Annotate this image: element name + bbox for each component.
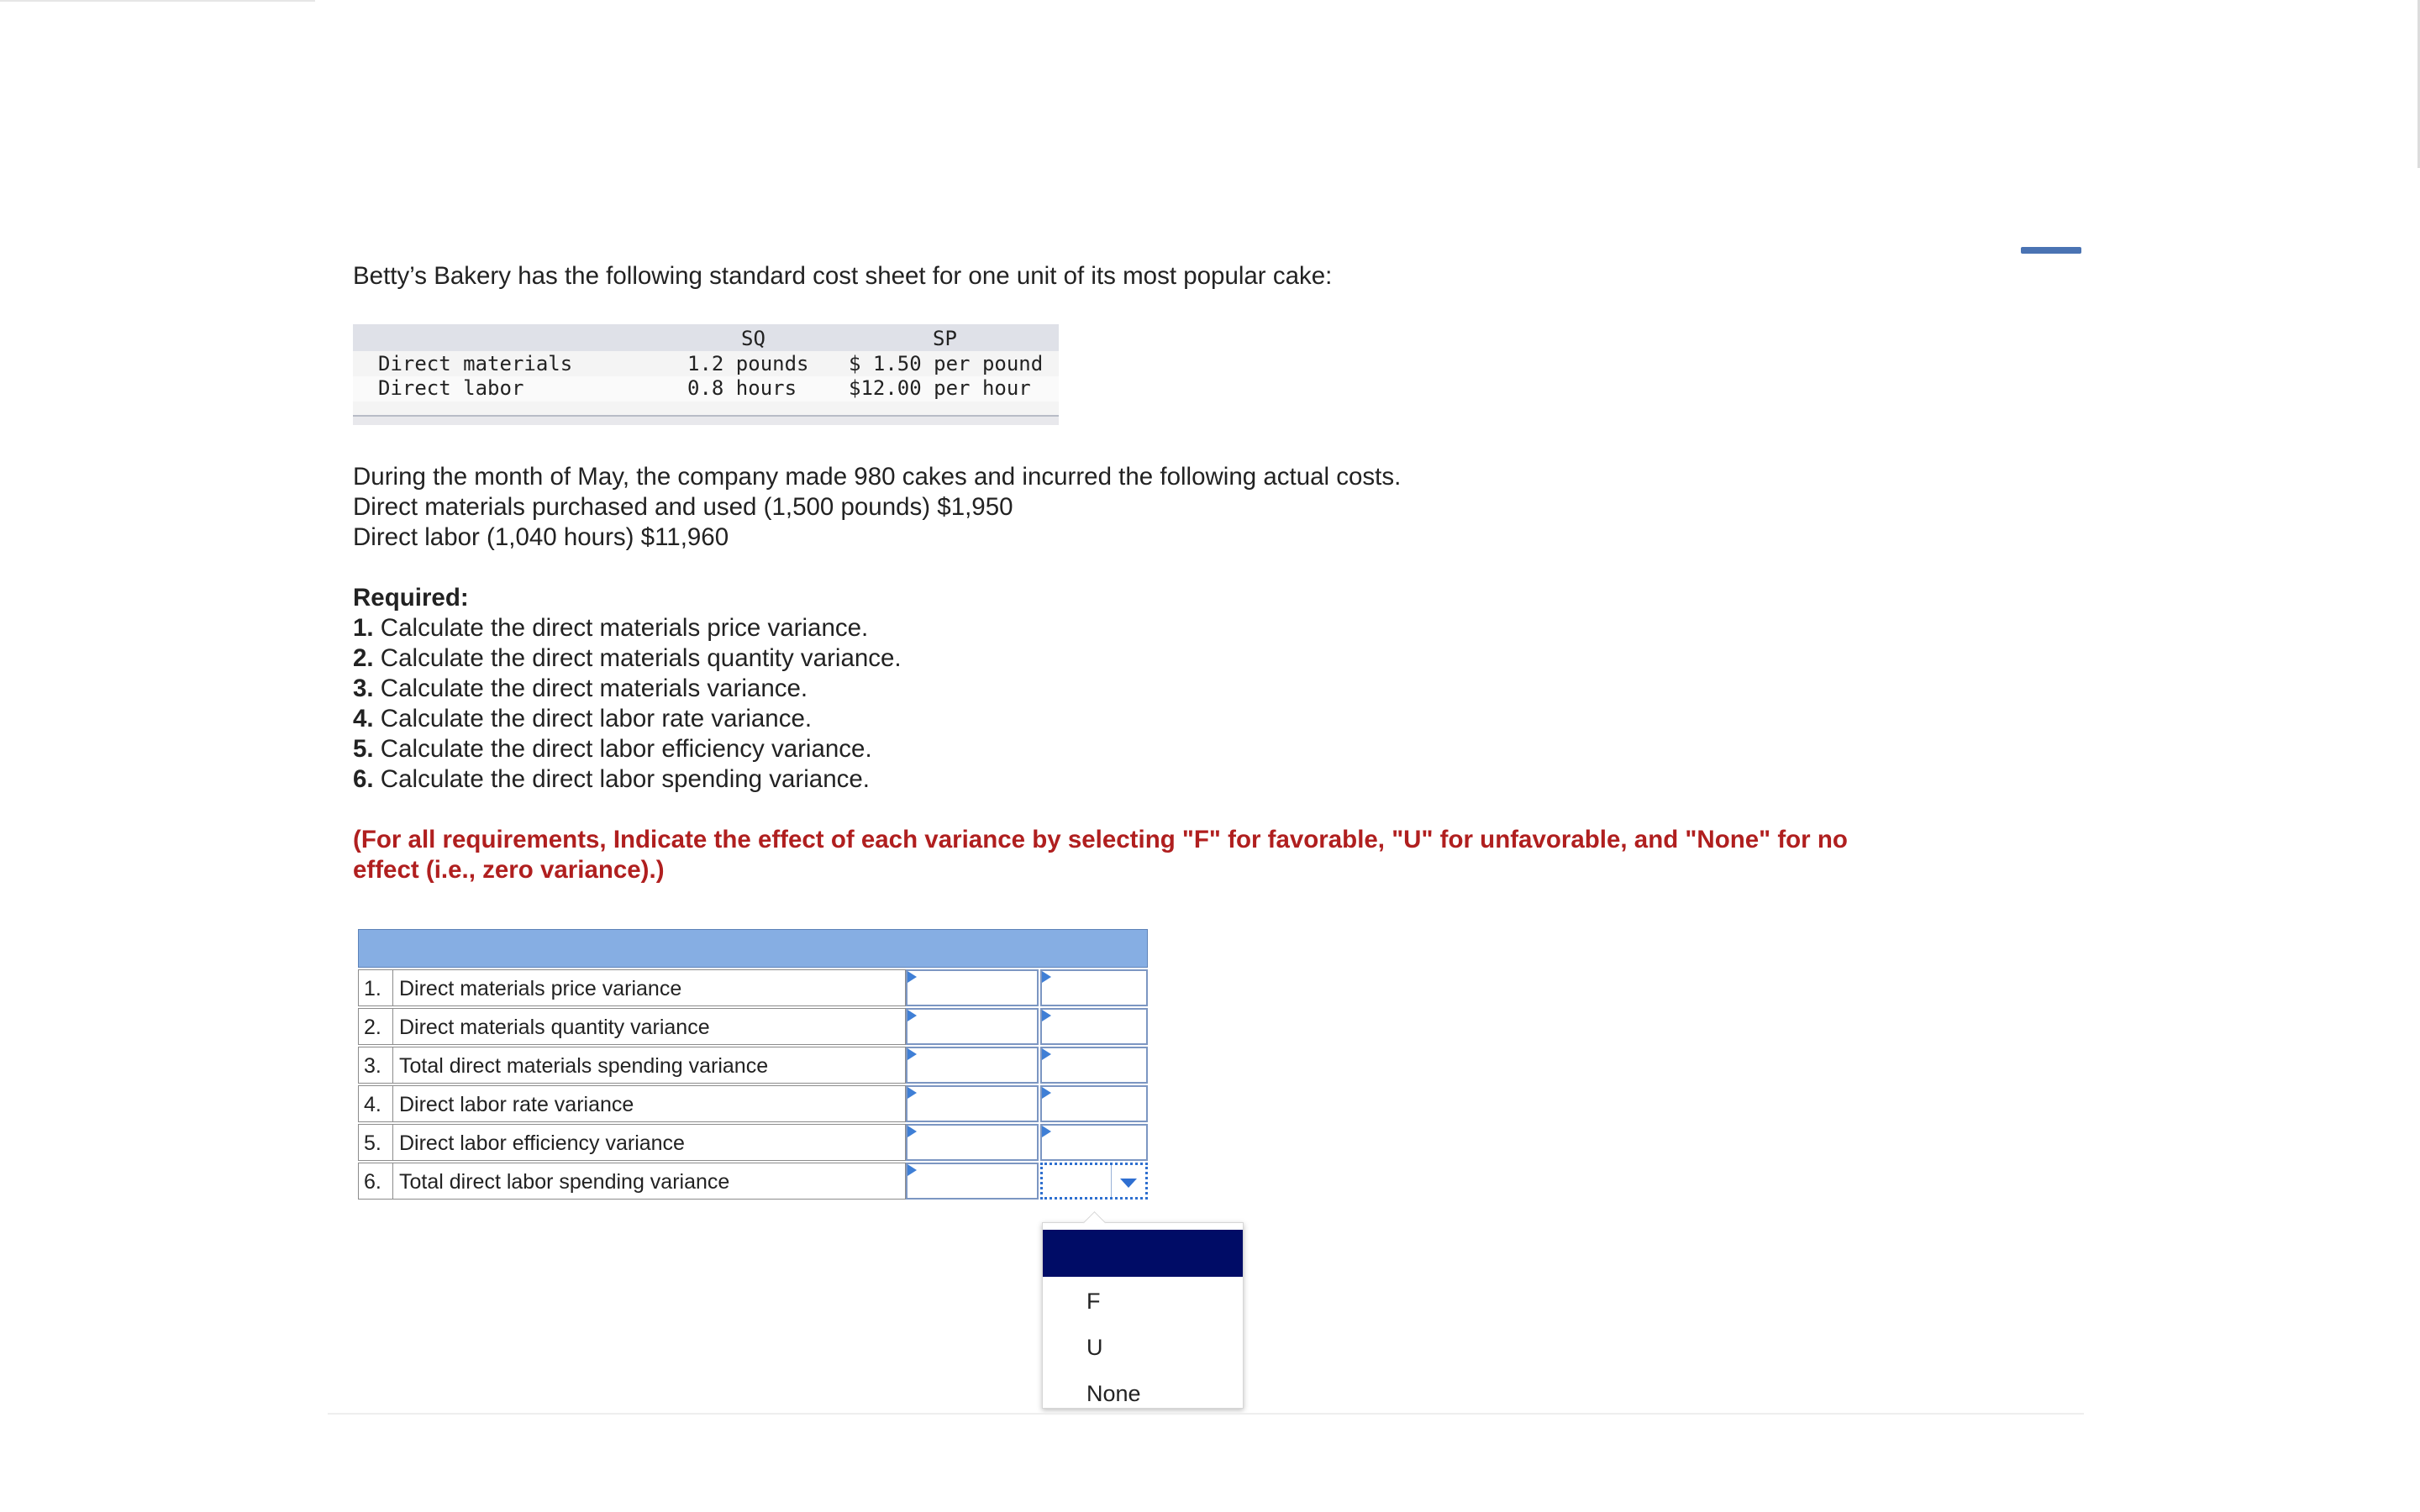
input-marker-icon	[1042, 1048, 1051, 1060]
effect-select[interactable]	[1040, 969, 1148, 1006]
row-label: Total direct labor spending variance	[393, 1163, 906, 1200]
required-item: 6. Calculate the direct labor spending variance.	[353, 765, 870, 793]
effect-select[interactable]	[1040, 1047, 1148, 1084]
actual-costs-line: Direct labor (1,040 hours) $11,960	[353, 523, 729, 551]
dropdown-option-blank[interactable]	[1043, 1230, 1243, 1277]
input-marker-icon	[908, 1126, 917, 1137]
input-marker-icon	[1042, 1126, 1051, 1137]
input-marker-icon	[908, 1048, 917, 1060]
row-number: 6.	[358, 1163, 393, 1200]
amount-input[interactable]	[906, 1047, 1039, 1084]
table-row	[358, 1008, 1148, 1047]
dropdown-option-u[interactable]: U	[1086, 1335, 1103, 1360]
amount-input[interactable]	[906, 1008, 1039, 1045]
table-row	[358, 969, 1148, 1008]
amount-input[interactable]	[906, 1163, 1039, 1200]
std-row-label: Direct labor	[378, 376, 524, 400]
table-row	[358, 1124, 1148, 1163]
amount-input[interactable]	[906, 1085, 1039, 1122]
required-item: 1. Calculate the direct materials price variance.	[353, 614, 869, 642]
amount-input[interactable]	[906, 1124, 1039, 1161]
instruction-note: (For all requirements, Indicate the effect of each variance by selecting "F" for favorable, "U" for unfavorable, and "None" for no effect (i.e., zero variance).)	[353, 826, 1848, 884]
row-number: 5.	[358, 1124, 393, 1161]
input-marker-icon	[908, 971, 917, 983]
actual-costs-line: During the month of May, the company made 980 cakes and incurred the following actual costs.	[353, 463, 1402, 491]
row-label: Direct labor efficiency variance	[393, 1124, 906, 1161]
effect-dropdown-menu	[1042, 1222, 1244, 1409]
row-label: Direct materials quantity variance	[393, 1008, 906, 1045]
sp-header: SP	[933, 327, 957, 350]
standard-cost-footer	[353, 415, 1059, 425]
input-marker-icon	[1042, 971, 1051, 983]
answer-table-header	[358, 929, 1148, 968]
scroll-position-marker[interactable]	[2021, 247, 2081, 254]
effect-select[interactable]	[1040, 1085, 1148, 1122]
required-section	[353, 583, 902, 795]
dropdown-option-f[interactable]: F	[1086, 1289, 1101, 1314]
required-item: 2. Calculate the direct materials quantity variance.	[353, 644, 902, 672]
row-number: 4.	[358, 1085, 393, 1122]
amount-input[interactable]	[906, 969, 1039, 1006]
std-row-sp: $12.00 per hour	[849, 376, 1031, 400]
top-divider	[0, 0, 315, 2]
row-number: 3.	[358, 1047, 393, 1084]
std-row-sp: $ 1.50 per pound	[849, 352, 1044, 375]
std-row-sq: 0.8 hours	[687, 376, 797, 400]
dropdown-toggle[interactable]	[1111, 1165, 1145, 1197]
row-label: Direct labor rate variance	[393, 1085, 906, 1122]
row-label: Direct materials price variance	[393, 969, 906, 1006]
standard-cost-table	[353, 324, 1059, 423]
row-label: Total direct materials spending variance	[393, 1047, 906, 1084]
effect-select-active[interactable]	[1040, 1163, 1148, 1200]
effect-select[interactable]	[1040, 1124, 1148, 1161]
effect-select[interactable]	[1040, 1008, 1148, 1045]
required-item: 3. Calculate the direct materials variance.	[353, 675, 808, 702]
bottom-divider	[328, 1413, 2084, 1415]
actual-costs	[353, 462, 1401, 553]
input-marker-icon	[908, 1087, 917, 1099]
intro-text: Betty’s Bakery has the following standard cost sheet for one unit of its most popular cake:	[353, 262, 1333, 290]
input-marker-icon	[1042, 1010, 1051, 1021]
input-marker-icon	[1042, 1087, 1051, 1099]
required-title: Required:	[353, 584, 469, 612]
table-row	[358, 1163, 1148, 1201]
required-item: 5. Calculate the direct labor efficiency variance.	[353, 735, 872, 763]
input-marker-icon	[908, 1164, 917, 1176]
row-number: 1.	[358, 969, 393, 1006]
std-row-label: Direct materials	[378, 352, 573, 375]
required-item: 4. Calculate the direct labor rate variance.	[353, 705, 813, 732]
table-row	[358, 1047, 1148, 1085]
chevron-down-icon	[1120, 1179, 1137, 1188]
std-row-sq: 1.2 pounds	[687, 352, 809, 375]
sq-header: SQ	[741, 327, 765, 350]
row-number: 2.	[358, 1008, 393, 1045]
table-row	[358, 1085, 1148, 1124]
dropdown-option-none[interactable]: None	[1086, 1381, 1141, 1406]
actual-costs-line: Direct materials purchased and used (1,500 pounds) $1,950	[353, 493, 1013, 521]
input-marker-icon	[908, 1010, 917, 1021]
